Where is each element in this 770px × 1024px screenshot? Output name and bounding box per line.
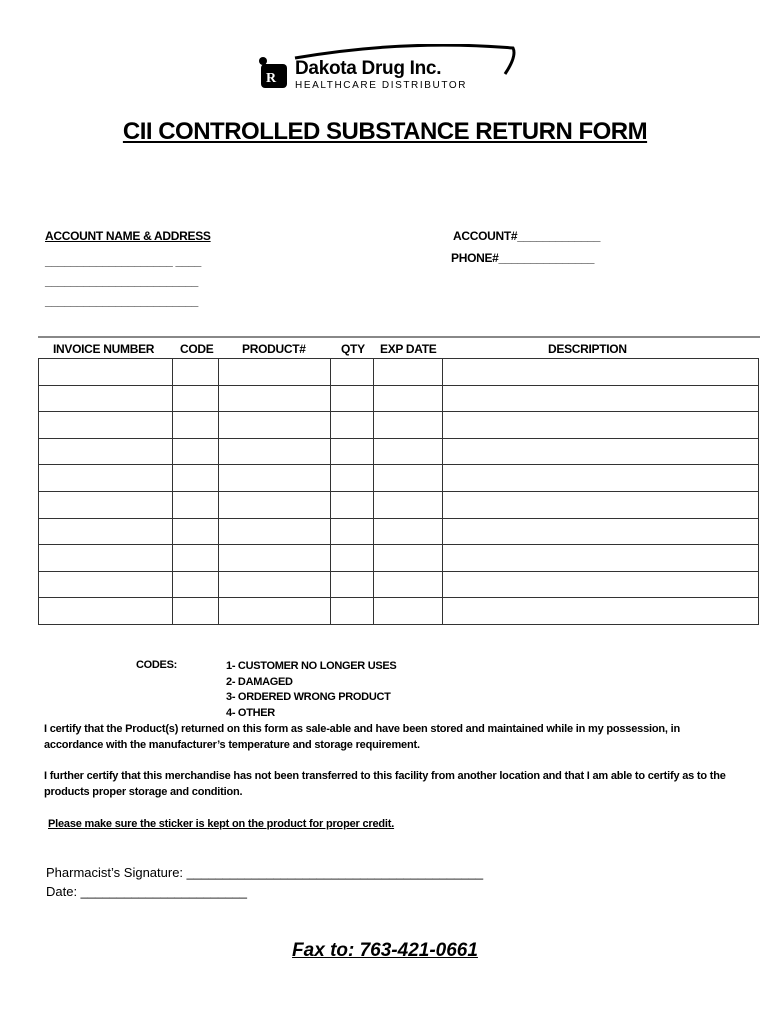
table-cell-product[interactable] <box>219 438 331 465</box>
header-product: PRODUCT# <box>242 342 306 356</box>
table-cell-description[interactable] <box>443 571 759 598</box>
table-cell-qty[interactable] <box>331 491 374 518</box>
table-cell-exp-date[interactable] <box>374 545 443 572</box>
table-cell-exp-date[interactable] <box>374 598 443 625</box>
return-items-table <box>38 358 759 625</box>
table-cell-exp-date[interactable] <box>374 385 443 412</box>
codes-label: CODES: <box>136 659 177 671</box>
table-cell-qty[interactable] <box>331 438 374 465</box>
table-cell-code[interactable] <box>173 438 219 465</box>
table-cell-description[interactable] <box>443 491 759 518</box>
table-cell-exp-date[interactable] <box>374 438 443 465</box>
table-cell-invoice-number[interactable] <box>39 545 173 572</box>
table-cell-invoice-number[interactable] <box>39 412 173 439</box>
table-row <box>39 359 759 386</box>
phone-field[interactable]: PHONE#_______________ <box>451 251 595 265</box>
header-exp-date: EXP DATE <box>380 342 437 356</box>
table-cell-product[interactable] <box>219 518 331 545</box>
table-row <box>39 598 759 625</box>
table-cell-qty[interactable] <box>331 359 374 386</box>
date-field[interactable]: Date: _______________________ <box>46 884 247 899</box>
table-cell-invoice-number[interactable] <box>39 491 173 518</box>
table-cell-qty[interactable] <box>331 545 374 572</box>
table-cell-code[interactable] <box>173 545 219 572</box>
table-cell-code[interactable] <box>173 359 219 386</box>
table-cell-invoice-number[interactable] <box>39 518 173 545</box>
table-row <box>39 438 759 465</box>
table-cell-product[interactable] <box>219 465 331 492</box>
header-invoice-number: INVOICE NUMBER <box>53 342 155 356</box>
table-cell-product[interactable] <box>219 359 331 386</box>
page-title: CII CONTROLLED SUBSTANCE RETURN FORM <box>122 118 648 145</box>
table-cell-code[interactable] <box>173 465 219 492</box>
logo-tagline: HEALTHCARE DISTRIBUTOR <box>295 80 468 91</box>
table-cell-product[interactable] <box>219 571 331 598</box>
table-cell-code[interactable] <box>173 571 219 598</box>
table-row <box>39 412 759 439</box>
table-cell-exp-date[interactable] <box>374 359 443 386</box>
table-cell-exp-date[interactable] <box>374 491 443 518</box>
table-cell-product[interactable] <box>219 412 331 439</box>
table-row <box>39 491 759 518</box>
table-cell-exp-date[interactable] <box>374 465 443 492</box>
table-cell-description[interactable] <box>443 438 759 465</box>
address-line-3[interactable]: ________________________ <box>45 294 198 308</box>
table-cell-invoice-number[interactable] <box>39 359 173 386</box>
table-cell-code[interactable] <box>173 598 219 625</box>
header-code: CODE <box>180 342 214 356</box>
table-cell-code[interactable] <box>173 491 219 518</box>
table-row <box>39 385 759 412</box>
table-cell-description[interactable] <box>443 359 759 386</box>
codes-list <box>226 659 396 721</box>
sticker-note: Please make sure the sticker is kept on the product for proper credit. <box>48 818 395 830</box>
table-cell-qty[interactable] <box>331 518 374 545</box>
account-number-field[interactable]: ACCOUNT#_____________ <box>453 229 601 243</box>
table-cell-qty[interactable] <box>331 465 374 492</box>
table-row <box>39 571 759 598</box>
pharmacist-signature-field[interactable]: Pharmacist’s Signature: _________________________________________ <box>46 865 484 880</box>
table-row <box>39 465 759 492</box>
account-name-address-label: ACCOUNT NAME & ADDRESS <box>45 229 211 243</box>
table-cell-qty[interactable] <box>331 571 374 598</box>
header-qty: QTY <box>341 342 365 356</box>
company-logo <box>255 44 520 94</box>
table-cell-code[interactable] <box>173 412 219 439</box>
logo-name: Dakota Drug Inc. <box>295 58 442 79</box>
table-cell-invoice-number[interactable] <box>39 465 173 492</box>
table-cell-product[interactable] <box>219 385 331 412</box>
table-cell-product[interactable] <box>219 598 331 625</box>
table-cell-invoice-number[interactable] <box>39 598 173 625</box>
table-cell-description[interactable] <box>443 598 759 625</box>
divider <box>38 336 760 338</box>
table-cell-qty[interactable] <box>331 412 374 439</box>
table-cell-exp-date[interactable] <box>374 518 443 545</box>
table-cell-product[interactable] <box>219 491 331 518</box>
table-cell-exp-date[interactable] <box>374 571 443 598</box>
table-row <box>39 518 759 545</box>
fax-number: Fax to: 763-421-0661 <box>292 940 478 961</box>
table-row <box>39 545 759 572</box>
certification-1: I certify that the Product(s) returned on this form as sale-able and have been stored and maintained while in my possession, in accordance with the manufacturer’s temperature and storage requirement. <box>44 723 680 751</box>
table-cell-description[interactable] <box>443 518 759 545</box>
address-line-2[interactable]: ________________________ <box>45 274 198 288</box>
table-cell-invoice-number[interactable] <box>39 571 173 598</box>
address-line-1[interactable]: ____________________ ____ <box>45 254 202 268</box>
code-item: 1- CUSTOMER NO LONGER USES <box>226 660 397 672</box>
table-cell-description[interactable] <box>443 412 759 439</box>
table-cell-description[interactable] <box>443 545 759 572</box>
code-item: 4- OTHER <box>226 706 275 719</box>
table-cell-exp-date[interactable] <box>374 412 443 439</box>
table-cell-code[interactable] <box>173 385 219 412</box>
table-cell-qty[interactable] <box>331 598 374 625</box>
table-cell-invoice-number[interactable] <box>39 385 173 412</box>
table-cell-description[interactable] <box>443 385 759 412</box>
table-cell-description[interactable] <box>443 465 759 492</box>
svg-text:R: R <box>266 71 277 86</box>
table-cell-product[interactable] <box>219 545 331 572</box>
certification-2: I further certify that this merchandise has not been transferred to this facility from another location and that I am able to certify as to the products proper storage and condition. <box>44 770 726 798</box>
code-item: 3- ORDERED WRONG PRODUCT <box>226 691 391 703</box>
table-cell-invoice-number[interactable] <box>39 438 173 465</box>
header-description: DESCRIPTION <box>548 342 627 356</box>
table-cell-qty[interactable] <box>331 385 374 412</box>
table-cell-code[interactable] <box>173 518 219 545</box>
code-item: 2- DAMAGED <box>226 675 293 688</box>
